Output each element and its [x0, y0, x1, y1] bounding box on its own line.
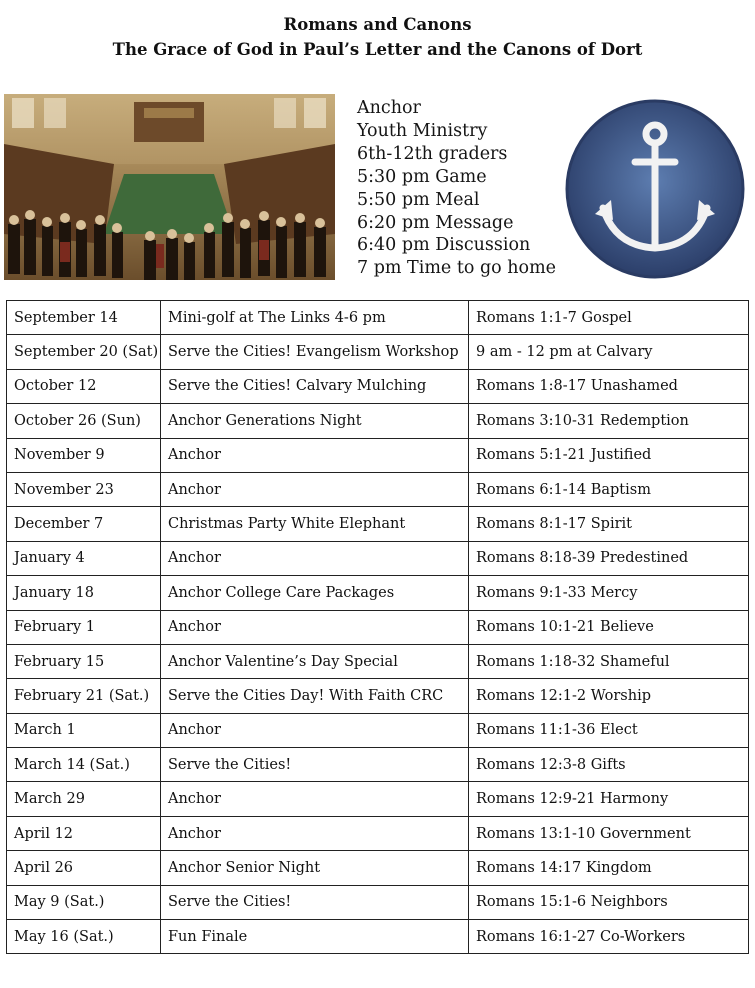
event-cell: Serve the Cities! Calvary Mulching [161, 369, 469, 403]
event-cell: Anchor [161, 782, 469, 816]
table-row [7, 301, 749, 335]
table-row [7, 679, 749, 713]
passage-cell: Romans 9:1-33 Mercy [469, 576, 749, 610]
passage-cell: Romans 13:1-10 Government [469, 816, 749, 850]
table-row [7, 576, 749, 610]
passage-cell: Romans 8:1-17 Spirit [469, 507, 749, 541]
passage-cell: Romans 8:18-39 Predestined [469, 541, 749, 575]
event-cell: Mini-golf at The Links 4-6 pm [161, 301, 469, 335]
date-cell: May 9 (Sat.) [7, 885, 161, 919]
event-cell: Serve the Cities! Evangelism Workshop [161, 335, 469, 369]
info-line: Anchor [357, 98, 421, 118]
anchor-icon [563, 96, 747, 282]
passage-cell: Romans 1:1-7 Gospel [469, 301, 749, 335]
document-header [0, 12, 755, 62]
date-cell: February 15 [7, 644, 161, 678]
event-cell: Anchor [161, 610, 469, 644]
table-row [7, 610, 749, 644]
table-row [7, 472, 749, 506]
passage-cell: Romans 1:8-17 Unashamed [469, 369, 749, 403]
info-line: 6:20 pm Message [357, 212, 514, 233]
table-row [7, 782, 749, 816]
date-cell: April 26 [7, 851, 161, 885]
date-cell: January 18 [7, 576, 161, 610]
event-cell: Anchor [161, 541, 469, 575]
date-cell: September 20 (Sat) [7, 335, 161, 369]
table-row [7, 713, 749, 747]
table-row [7, 644, 749, 678]
table-row [7, 438, 749, 472]
passage-cell: Romans 15:1-6 Neighbors [469, 885, 749, 919]
date-cell: March 29 [7, 782, 161, 816]
passage-cell: Romans 11:1-36 Elect [469, 713, 749, 747]
passage-cell: Romans 12:3-8 Gifts [469, 748, 749, 782]
date-cell: September 14 [7, 301, 161, 335]
meeting-info [357, 97, 556, 280]
table-row [7, 920, 749, 954]
event-cell: Anchor Valentine’s Day Special [161, 644, 469, 678]
info-line: 5:50 pm Meal [357, 189, 480, 210]
passage-cell: Romans 12:9-21 Harmony [469, 782, 749, 816]
info-line: 6th-12th graders [357, 143, 508, 164]
date-cell: May 16 (Sat.) [7, 920, 161, 954]
passage-cell: 9 am - 12 pm at Calvary [469, 335, 749, 369]
schedule-table [6, 300, 749, 954]
table-row [7, 507, 749, 541]
document-subtitle: The Grace of God in Paul’s Letter and the Canons of Dort [112, 40, 643, 59]
passage-cell: Romans 10:1-21 Believe [469, 610, 749, 644]
info-line: 6:40 pm Discussion [357, 235, 531, 256]
date-cell: April 12 [7, 816, 161, 850]
table-row [7, 369, 749, 403]
table-row [7, 748, 749, 782]
table-row [7, 816, 749, 850]
passage-cell: Romans 1:18-32 Shameful [469, 644, 749, 678]
date-cell: October 12 [7, 369, 161, 403]
table-row [7, 885, 749, 919]
info-line: Youth Ministry [357, 120, 488, 141]
table-row [7, 404, 749, 438]
info-line: 7 pm Time to go home [357, 258, 557, 279]
event-cell: Anchor [161, 816, 469, 850]
date-cell: December 7 [7, 507, 161, 541]
document-title: Romans and Canons [283, 15, 472, 34]
event-cell: Anchor [161, 472, 469, 506]
passage-cell: Romans 16:1-27 Co-Workers [469, 920, 749, 954]
event-cell: Anchor [161, 713, 469, 747]
event-cell: Serve the Cities! [161, 885, 469, 919]
event-cell: Anchor Senior Night [161, 851, 469, 885]
event-cell: Christmas Party White Elephant [161, 507, 469, 541]
passage-cell: Romans 5:1-21 Justified [469, 438, 749, 472]
info-line: 5:30 pm Game [357, 166, 487, 187]
date-cell: March 1 [7, 713, 161, 747]
date-cell: February 1 [7, 610, 161, 644]
date-cell: January 4 [7, 541, 161, 575]
date-cell: February 21 (Sat.) [7, 679, 161, 713]
event-cell: Fun Finale [161, 920, 469, 954]
date-cell: October 26 (Sun) [7, 404, 161, 438]
passage-cell: Romans 3:10-31 Redemption [469, 404, 749, 438]
date-cell: November 23 [7, 472, 161, 506]
event-cell: Anchor [161, 438, 469, 472]
synod-painting-image [4, 94, 335, 280]
date-cell: March 14 (Sat.) [7, 748, 161, 782]
passage-cell: Romans 12:1-2 Worship [469, 679, 749, 713]
date-cell: November 9 [7, 438, 161, 472]
table-row [7, 335, 749, 369]
table-row [7, 541, 749, 575]
passage-cell: Romans 6:1-14 Baptism [469, 472, 749, 506]
event-cell: Serve the Cities! [161, 748, 469, 782]
table-row [7, 851, 749, 885]
event-cell: Serve the Cities Day! With Faith CRC [161, 679, 469, 713]
event-cell: Anchor Generations Night [161, 404, 469, 438]
event-cell: Anchor College Care Packages [161, 576, 469, 610]
passage-cell: Romans 14:17 Kingdom [469, 851, 749, 885]
